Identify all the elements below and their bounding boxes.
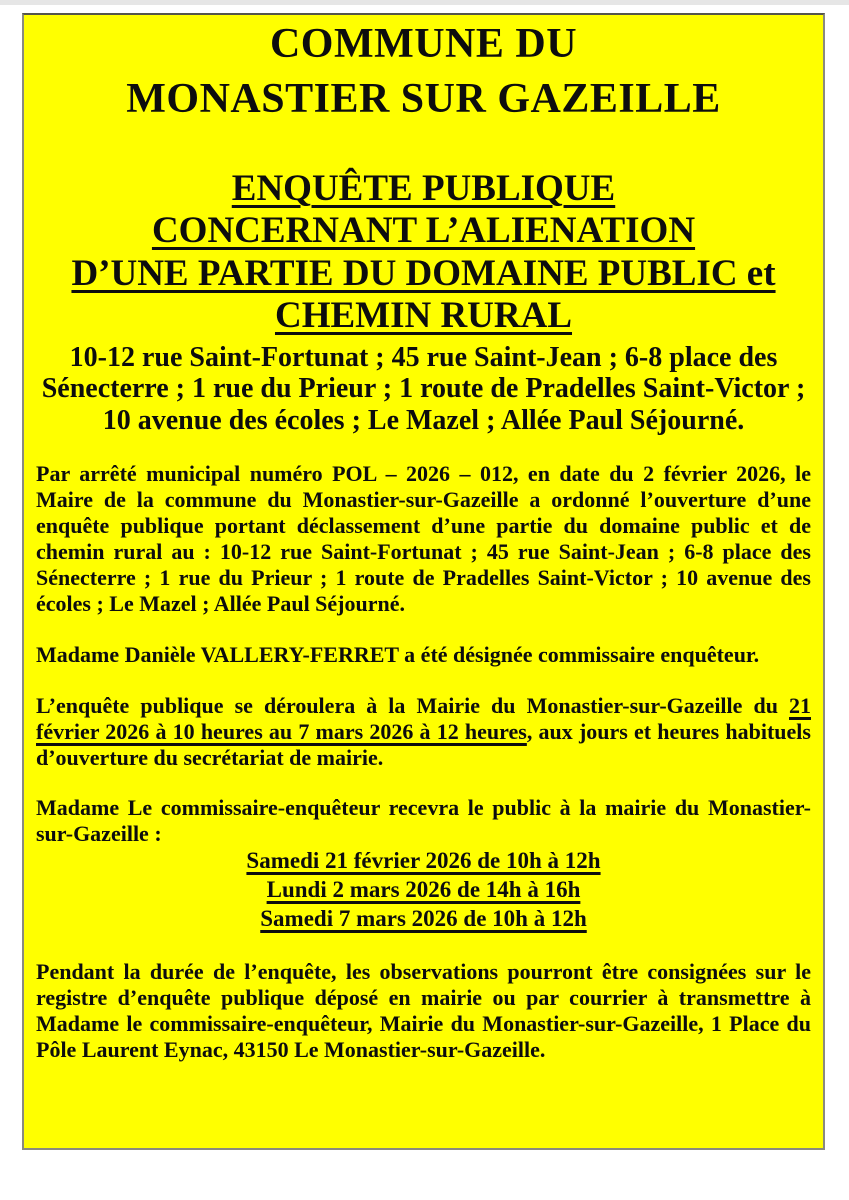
permanences-intro-paragraph: Madame Le commissaire-enquêteur recevra le public à la mairie du Monastier-sur-Gazeille : [36,795,811,847]
permanence-date-1: Samedi 21 février 2026 de 10h à 12h [246,848,601,874]
period-dates-underlined: 21 février 2026 à 10 heures au 7 mars 2026 à 12 heures [36,692,811,744]
arrete-paragraph: Par arrêté municipal numéro POL – 2026 – 012, en date du 2 février 2026, le Maire de la commune du Monastier-sur-Gazeille a ordonné l’ouverture d’une enquête publique portant déclassement d’une partie du domaine public et de chemin rural au : 10-12 rue Saint-Fortunat ; 45 rue Saint-Jean ; 6-8 place des Sénecterre ; 1 rue du Prieur ; 1 route de Pradelles Saint-Victor ; 10 avenue des écoles ; Le Mazel ; Allée Paul Séjourné. [36,460,811,616]
subject-line-4: CHEMIN RURAL [274,294,573,336]
period-text-after: , aux jours et heures habituels d’ouverture du secrétariat de mairie. [36,718,811,770]
subject-line-2: CONCERNANT L’ALIENATION [151,210,696,252]
public-notice-poster [22,13,825,1150]
observations-paragraph: Pendant la durée de l’enquête, les observations pourront être consignées sur le registre d’enquête publique déposé en mairie ou par courrier à transmettre à Madame le commissaire-enquêteur, Mairie du Monastier-sur-Gazeille, 1 Place du Pôle Laurent Eynac, 43150 Le Monastier-sur-Gazeille. [36,958,811,1062]
enquete-subject-heading [36,168,811,337]
scan-edge-strip [0,0,849,5]
period-text-before: L’enquête publique se déroulera à la Mairie du Monastier-sur-Gazeille du [36,692,789,718]
commune-title-line1: COMMUNE DU [269,21,578,67]
permanence-date-2: Lundi 2 mars 2026 de 14h à 16h [266,877,581,903]
subject-line-3: D’UNE PARTIE DU DOMAINE PUBLIC et [71,252,776,294]
commune-title [36,17,811,126]
commissaire-paragraph: Madame Danièle VALLERY-FERRET a été désignée commissaire enquêteur. [36,641,760,667]
enquete-period-paragraph [36,693,811,771]
commune-title-line2: MONASTIER SUR GAZEILLE [126,75,721,122]
permanences-schedule [36,847,811,933]
concerned-addresses: 10-12 rue Saint-Fortunat ; 45 rue Saint-Jean ; 6-8 place des Sénecterre ; 1 rue du Prieur ; 1 route de Pradelles Saint-Victor ; 10 avenue des écoles ; Le Mazel ; Allée Paul Séjourné. [41,341,806,436]
permanence-date-3: Samedi 7 mars 2026 de 10h à 12h [260,905,587,931]
subject-line-1: ENQUÊTE PUBLIQUE [231,168,616,210]
